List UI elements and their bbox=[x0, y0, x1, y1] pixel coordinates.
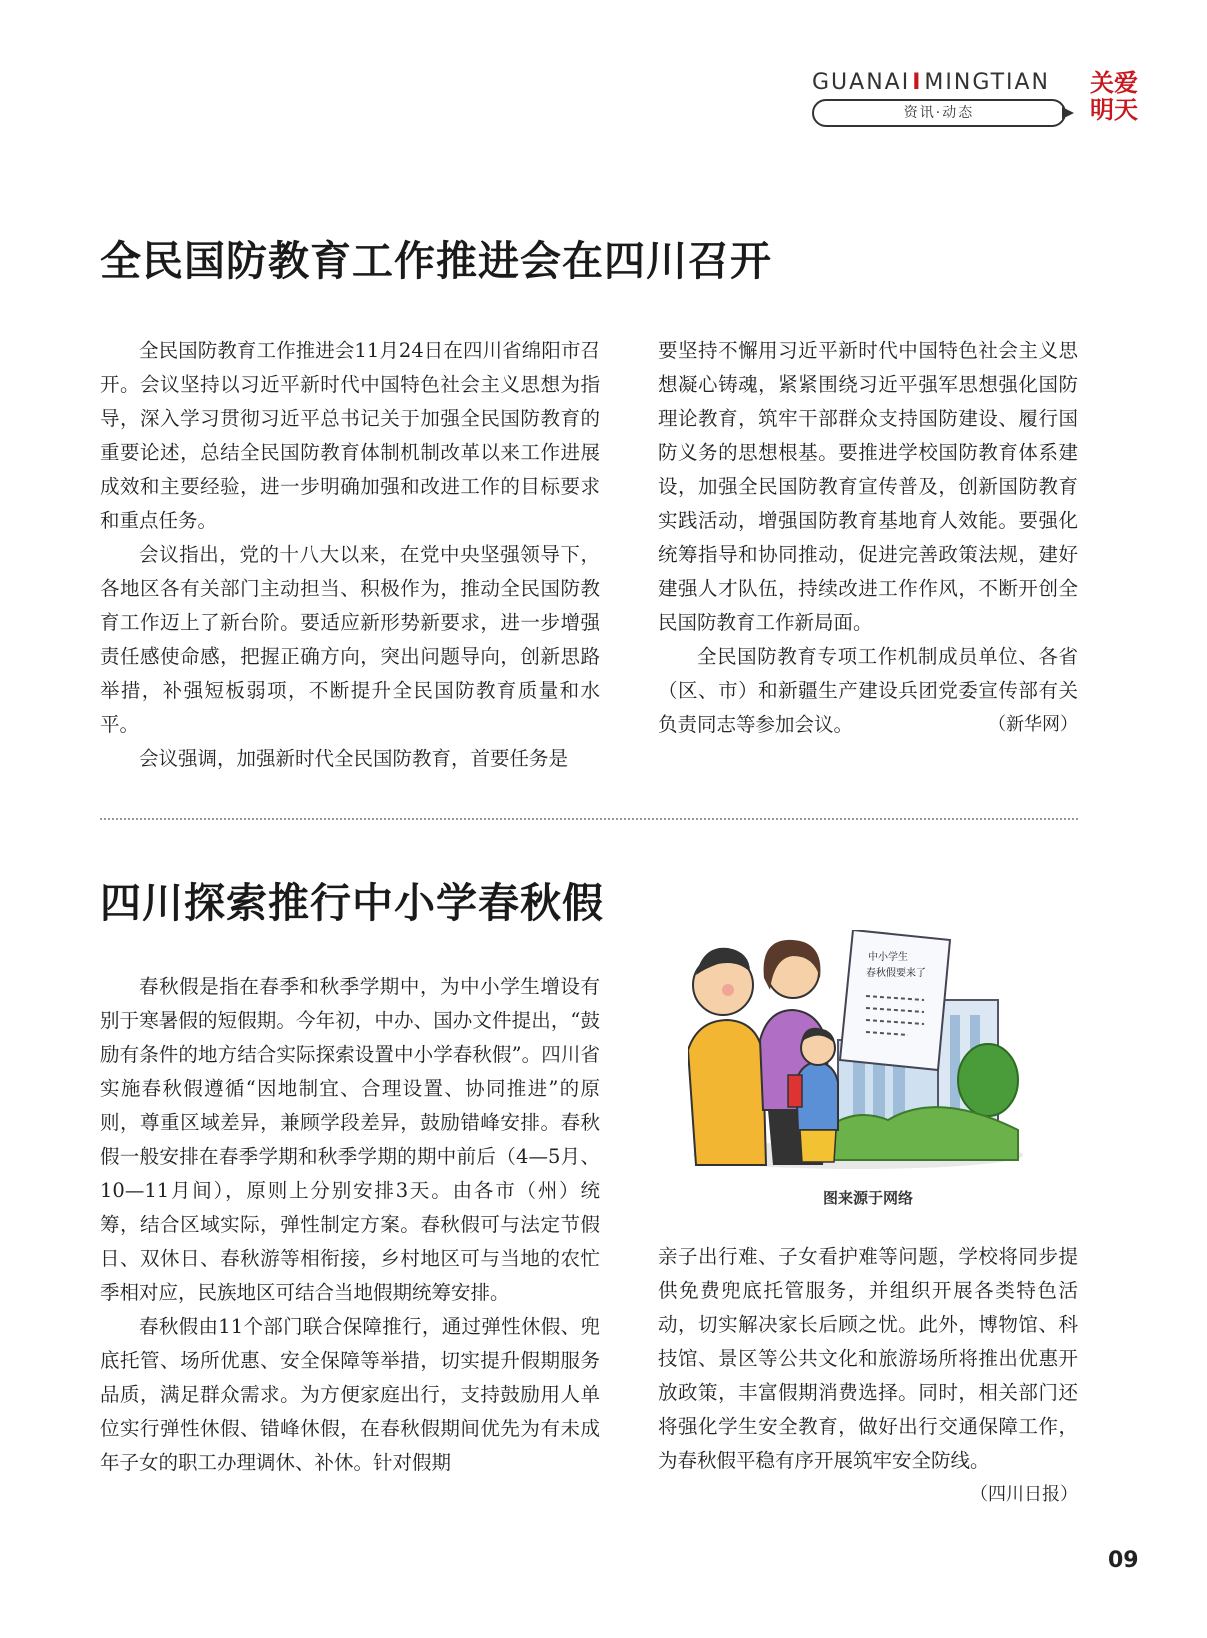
brand-english bbox=[812, 70, 1084, 95]
article1-paragraph: 全民国防教育工作推进会11月24日在四川省绵阳市召开。会议坚持以习近平新时代中国特色社会主义思想为指导，深入学习贯彻习近平总书记关于加强全民国防教育的重要论述，总结全民国防教育体制机制改革以来工作进展成效和主要经验，进一步明确加强和改进工作的目标要求和重点任务。 bbox=[100, 339, 600, 532]
article2-paragraph-continued bbox=[658, 1240, 1078, 1505]
article2-paragraph: 春秋假是指在春季和秋季学期中，为中小学生增设有别于寒暑假的短假期。今年初，中办、国办文件提出，“鼓励有条件的地方结合实际探索设置中小学春秋假”。四川省实施春秋假遵循“因地制宜、合理设置、协同推进”的原则，尊重区域差异，兼顾学段差异，鼓励错峰安排。春秋假一般安排在春季学期和秋季学期的期中前后（4—5月、10—11月间），原则上分别安排3天。由各市（州）统筹，结合区域实际，弹性制定方案。春秋假可与法定节假日、双休日、春秋游等相衔接，乡村地区可与当地的农忙季相对应，民族地区可结合当地假期统筹安排。 bbox=[100, 975, 600, 1304]
header-brand bbox=[812, 70, 1084, 127]
article2-continued-text: 亲子出行难、子女看护难等问题，学校将同步提供免费兜底托管服务，并组织开展各类特色活动，切实解决家长后顾之忧。此外，博物馆、科技馆、景区等公共文化和旅游场所将推出优惠开放政策，丰富假期消费选择。同时，相关部门还将强化学生安全教育，做好出行交通保障工作，为春秋假平稳有序开展筑牢安全防线。 bbox=[658, 1245, 1078, 1472]
brand-chinese-logo bbox=[1090, 70, 1140, 124]
article1-column-right bbox=[658, 334, 1078, 742]
article1-column-left bbox=[100, 334, 600, 776]
article1-paragraph: 会议指出，党的十八大以来，在党中央坚强领导下，各地区各有关部门主动担当、积极作为，推动全民国防教育工作迈上了新台阶。要适应新形势新要求，进一步增强责任感使命感，把握正确方向，突出问题导向，创新思路举措，补强短板弱项，不断提升全民国防教育质量和水平。 bbox=[100, 543, 600, 736]
article1-paragraph-continued: 要坚持不懈用习近平新时代中国特色社会主义思想凝心铸魂，紧紧围绕习近平强军思想强化国防理论教育，筑牢干部群众支持国防建设、履行国防义务的思想根基。要推进学校国防教育体系建设，加强全民国防教育宣传普及，创新国防教育实践活动，增强国防教育基地育人效能。要强化统筹指导和协同推动，促进完善政策法规，建好建强人才队伍，持续改进工作作风，不断开创全民国防教育工作新局面。 bbox=[658, 339, 1078, 634]
article1-paragraph-last bbox=[658, 640, 1078, 742]
cartoon-svg bbox=[688, 930, 1028, 1170]
brand-en-right: MINGTIAN bbox=[924, 70, 1051, 95]
article2-column-left bbox=[100, 970, 600, 1480]
article-divider bbox=[100, 818, 1078, 820]
brand-en-separator: I bbox=[912, 70, 923, 95]
article2-column-right bbox=[658, 1240, 1078, 1512]
cartoon-illustration bbox=[688, 930, 1028, 1170]
article1-source: （新华网） bbox=[988, 714, 1078, 735]
article2-paragraph: 春秋假由11个部门联合保障推行，通过弹性休假、兜底托管、场所优惠、安全保障等举措，切实提升假期服务品质，满足群众需求。为方便家庭出行，支持鼓励用人单位实行弹性休假、错峰休假，在春秋假期间优先为有未成年子女的职工办理调休、补休。针对假期 bbox=[100, 1315, 600, 1474]
brand-en-left: GUANAI bbox=[812, 70, 911, 95]
article2-source: （四川日报） bbox=[970, 1484, 1078, 1505]
article2-title: 四川探索推行中小学春秋假 bbox=[100, 879, 604, 927]
brand-cn-line1: 关爱 bbox=[1090, 69, 1138, 97]
sign-text-line2: 春秋假要来了 bbox=[866, 968, 926, 979]
section-label: 资讯·动态 bbox=[812, 99, 1066, 127]
article1-paragraph: 会议强调，加强新时代全民国防教育，首要任务是 bbox=[139, 747, 569, 770]
page-number: 09 bbox=[1108, 1548, 1139, 1573]
figure-caption: 图来源于网络 bbox=[822, 1189, 913, 1207]
article1-last-text: 全民国防教育专项工作机制成员单位、各省（区、市）和新疆生产建设兵团党委宣传部有关负责同志等参加会议。 bbox=[658, 645, 1078, 736]
sign-text-line1: 中小学生 bbox=[868, 952, 908, 963]
brand-cn-line2: 明天 bbox=[1090, 96, 1138, 124]
article1-title: 全民国防教育工作推进会在四川召开 bbox=[100, 237, 772, 285]
